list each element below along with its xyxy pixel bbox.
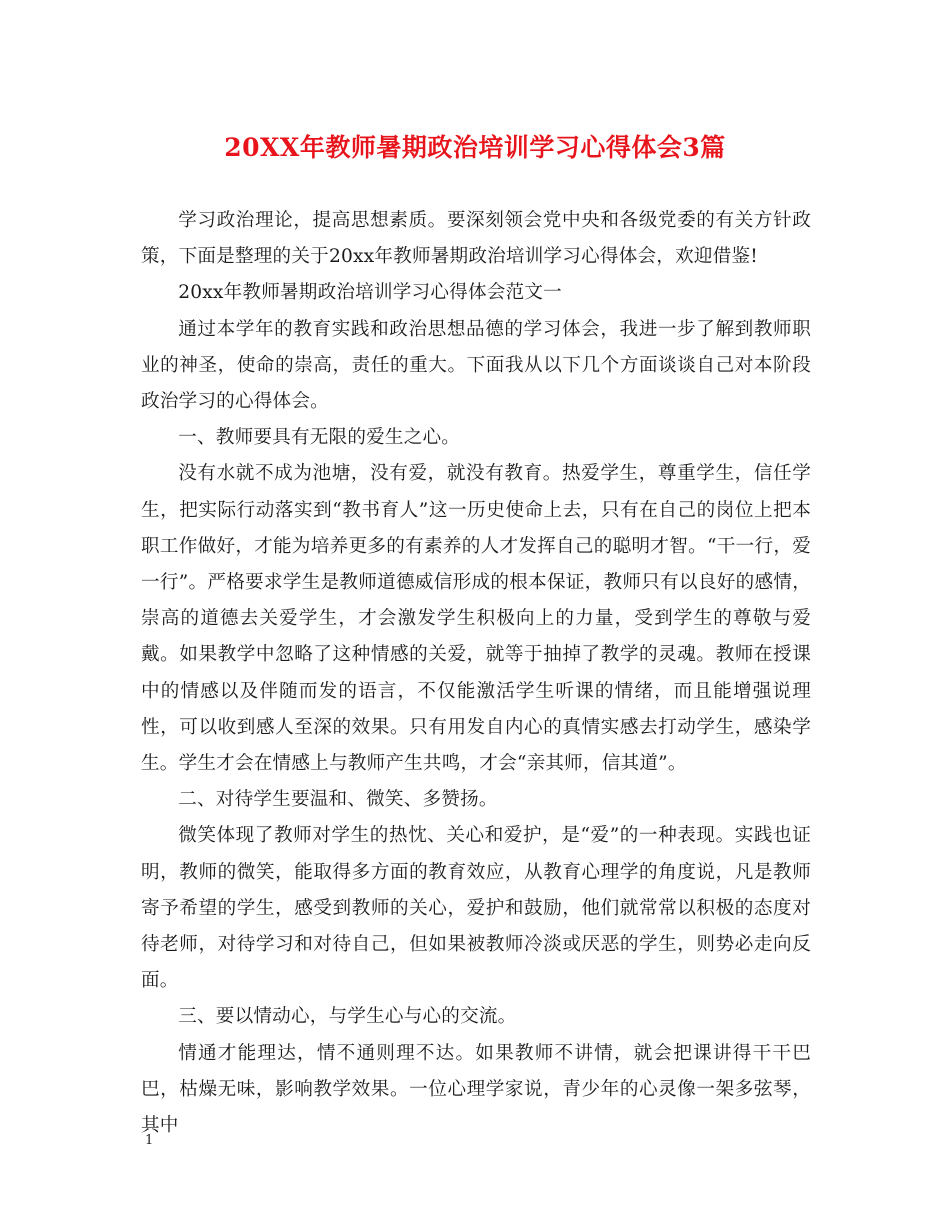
- paragraph-intro: 学习政治理论，提高思想素质。要深刻领会党中央和各级党委的有关方针政策，下面是整理的关于20xx年教师暑期政治培训学习心得体会，欢迎借鉴!: [141, 210, 811, 268]
- paragraph-section-2: 微笑体现了教师对学生的热忱、关心和爱护，是“爱”的一种表现。实践也证明，教师的微笑，能取得多方面的教育效应，从教育心理学的角度说，凡是教师寄予希望的学生，感受到教师的关心，爱护和鼓励，他们就常常以积极的态度对待老师，对待学习和对待自己，但如果被教师冷淡或厌恶的学生，则势必走向反面。: [141, 825, 811, 992]
- paragraph-section-1: 没有水就不成为池塘，没有爱，就没有教育。热爱学生，尊重学生，信任学生，把实际行动落实到“教书育人”这一历史使命上去，只有在自己的岗位上把本职工作做好，才能为培养更多的有素养的人才发挥自己的聪明才智。“干一行，爱一行”。严格要求学生是教师道德威信形成的根本保证，教师只有以良好的感情，崇高的道德去关爱学生，才会激发学生积极向上的力量，受到学生的尊敬与爱戴。如果教学中忽略了这种情感的关爱，就等于抽掉了教学的灵魂。教师在授课中的情感以及伴随而发的语言，不仅能激活学生听课的情绪，而且能增强说理性，可以收到感人至深的效果。只有用发自内心的真情实感去打动学生，感染学生。学生才会在情感上与教师产生共鸣，才会“亲其师，信其道”。: [141, 463, 811, 775]
- paragraph-opening: 通过本学年的教育实践和政治思想品德的学习体会，我进一步了解到教师职业的神圣，使命的崇高，责任的重大。下面我从以下几个方面谈谈自己对本阶段政治学习的心得体会。: [141, 318, 811, 413]
- section-heading-1: 一、教师要具有无限的爱生之心。: [178, 427, 461, 449]
- document-body: [141, 203, 811, 1144]
- paragraph-section-3: 情通才能理达，情不通则理不达。如果教师不讲情，就会把课讲得干干巴巴，枯燥无味，影响教学效果。一位心理学家说，青少年的心灵像一架多弦琴，其中: [141, 1042, 811, 1137]
- section-heading-3: 三、要以情动心，与学生心与心的交流。: [178, 1006, 517, 1028]
- paragraph-subtitle: 20xx年教师暑期政治培训学习心得体会范文一: [178, 282, 562, 304]
- section-heading-2: 二、对待学生要温和、微笑、多赞扬。: [178, 789, 498, 811]
- page-number: 1: [145, 1133, 154, 1148]
- document-title: 20XX年教师暑期政治培训学习心得体会3篇: [224, 133, 726, 162]
